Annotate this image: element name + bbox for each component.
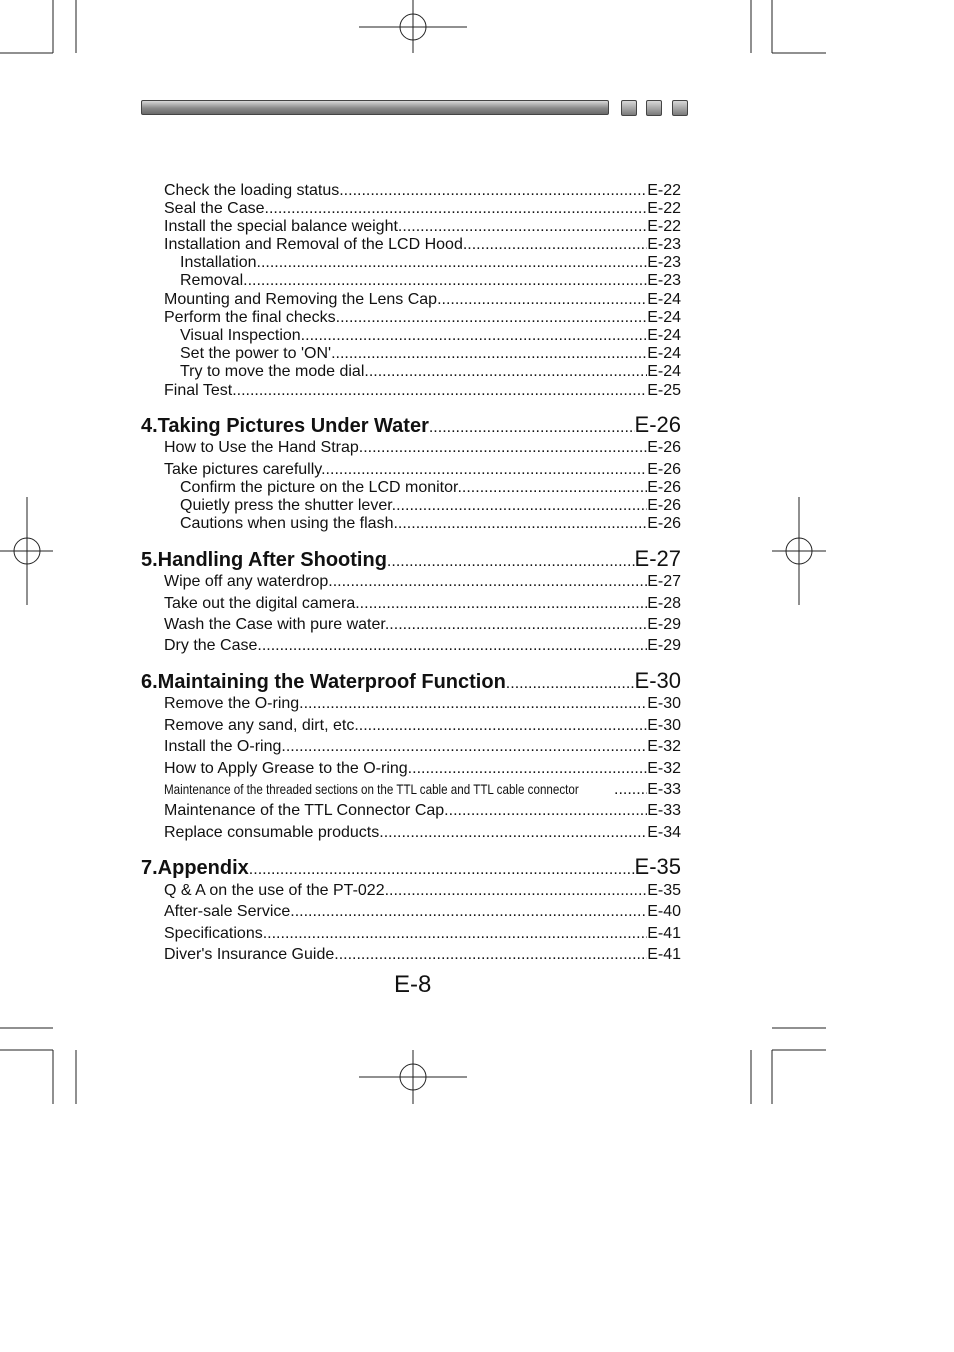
toc-entry[interactable]: Remove any sand, dirt, etc. ..... E-30 — [164, 716, 681, 735]
toc-entry[interactable]: Mounting and Removing the Lens Cap ..... E-24 — [164, 290, 681, 309]
toc-subentry[interactable]: Set the power to 'ON'. ..... E-24 — [180, 344, 681, 363]
toc-entry[interactable]: Seal the Case. ..... E-22 — [164, 199, 681, 218]
toc-entry[interactable]: Maintenance of the TTL Connector Cap ..... E-33 — [164, 801, 681, 820]
toc-entry[interactable]: Replace consumable products. ..... E-34 — [164, 823, 681, 842]
toc-entry[interactable]: Install the special balance weight. ..... E-22 — [164, 217, 681, 236]
toc-entry[interactable]: Take out the digital camera. ..... E-28 — [164, 594, 681, 613]
toc-entry[interactable]: Wash the Case with pure water. ..... E-29 — [164, 615, 681, 634]
toc-section-heading[interactable]: 7.Appendix ..... E-35 — [141, 854, 681, 880]
toc-entry[interactable]: Remove the O-ring. ..... E-30 — [164, 694, 681, 713]
toc-entry[interactable]: How to Apply Grease to the O-ring ..... E-32 — [164, 759, 681, 778]
toc-entry[interactable]: Maintenance of the threaded sections on the TTL cable and TTL cable connector ..... E-33 — [164, 780, 681, 799]
toc-subentry[interactable]: Quietly press the shutter lever. ..... E-26 — [180, 496, 681, 515]
toc-section-heading[interactable]: 5.Handling After Shooting ..... E-27 — [141, 546, 681, 572]
toc-entry[interactable]: Final Test ..... E-25 — [164, 381, 681, 400]
toc-subentry[interactable]: Removal ..... E-23 — [180, 271, 681, 290]
toc-entry[interactable]: Perform the final checks. ..... E-24 — [164, 308, 681, 327]
toc-entry[interactable]: Dry the Case. ..... E-29 — [164, 636, 681, 655]
toc-entry[interactable]: How to Use the Hand Strap ..... E-26 — [164, 438, 681, 457]
toc-section-heading[interactable]: 4.Taking Pictures Under Water ..... E-26 — [141, 412, 681, 438]
toc-entry[interactable]: Wipe off any waterdrop. ..... E-27 — [164, 572, 681, 591]
toc-subentry[interactable]: Installation ..... E-23 — [180, 253, 681, 272]
toc-entry[interactable]: After-sale Service ..... E-40 — [164, 902, 681, 921]
toc-subentry[interactable]: Cautions when using the flash ..... E-26 — [180, 514, 681, 533]
toc-entry[interactable]: Check the loading status. ..... E-22 — [164, 181, 681, 200]
toc-entry[interactable]: Installation and Removal of the LCD Hood ..... E-23 — [164, 235, 681, 254]
toc-entry[interactable]: Take pictures carefully. ..... E-26 — [164, 460, 681, 479]
toc-entry[interactable]: Specifications ..... E-41 — [164, 924, 681, 943]
toc-subentry[interactable]: Try to move the mode dial. ..... E-24 — [180, 362, 681, 381]
toc-subentry[interactable]: Confirm the picture on the LCD monitor. ..... E-26 — [180, 478, 681, 497]
toc-subentry[interactable]: Visual Inspection ..... E-24 — [180, 326, 681, 345]
toc-section-heading[interactable]: 6.Maintaining the Waterproof Function ..... E-30 — [141, 668, 681, 694]
toc-entry[interactable]: Q & A on the use of the PT-022 ..... E-35 — [164, 881, 681, 900]
page-number: E-8 — [394, 971, 432, 998]
toc-entry[interactable]: Install the O-ring. ..... E-32 — [164, 737, 681, 756]
toc-entry[interactable]: Diver's Insurance Guide ..... E-41 — [164, 945, 681, 964]
